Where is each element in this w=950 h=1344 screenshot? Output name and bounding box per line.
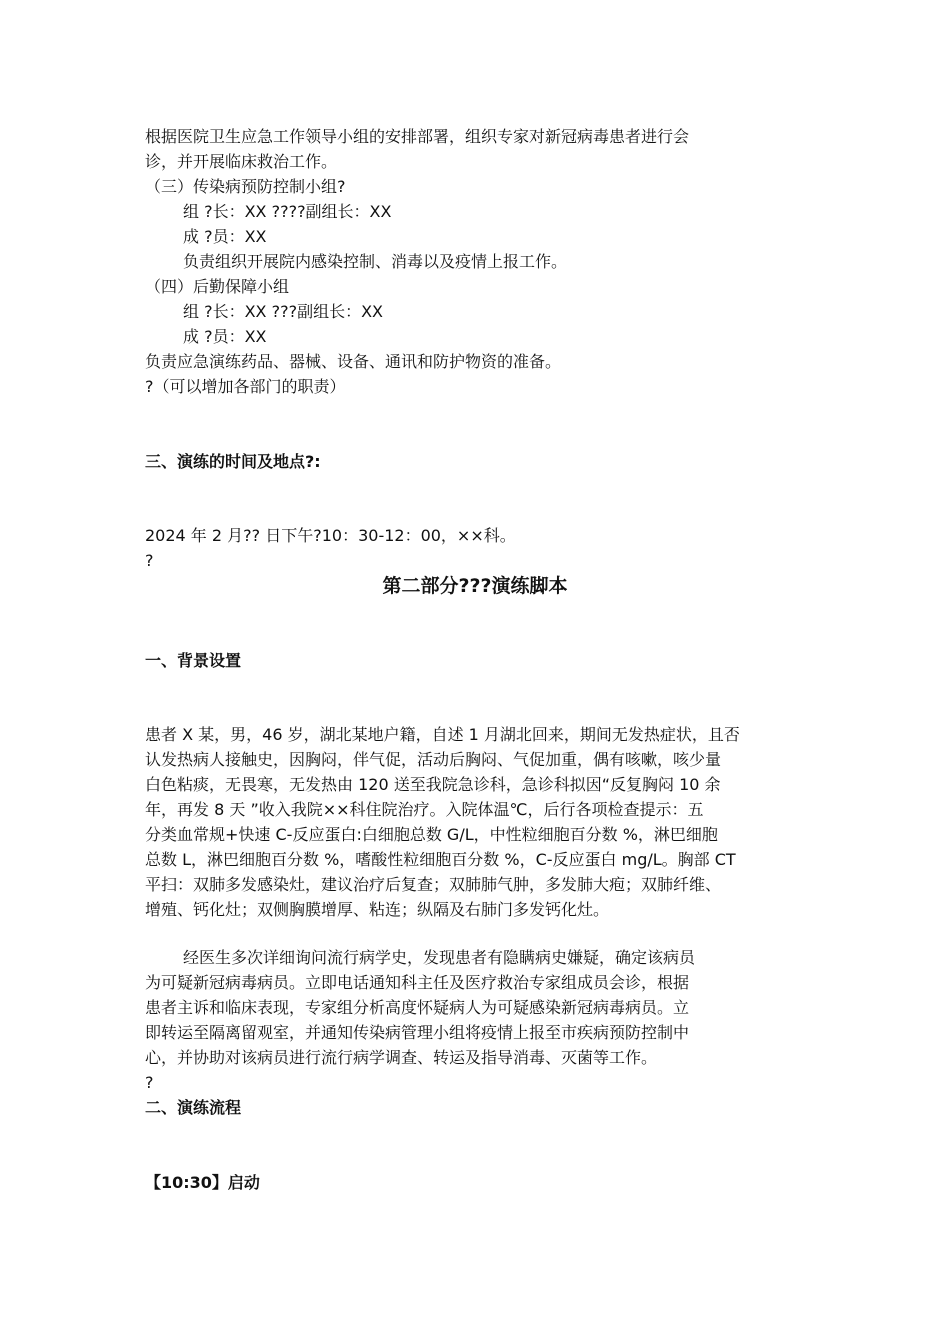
- text-line: 为可疑新冠病毒病员。立即电话通知科主任及医疗救治专家组成员会诊，根据: [145, 973, 690, 992]
- text-line: 组 ?长：XX ????副组长：XX: [183, 202, 392, 221]
- text-line: 经医生多次详细询问流行病学史，发现患者有隐瞒病史嫌疑，确定该病员: [183, 948, 696, 967]
- section-heading: （三）传染病预防控制小组?: [145, 177, 346, 196]
- text-line: ?: [145, 1073, 154, 1092]
- text-line: 平扫：双肺多发感染灶，建议治疗后复查；双肺肺气肿，多发肺大疱；双肺纤维、: [145, 875, 722, 894]
- text-line: 白色粘痰，无畏寒，无发热由 120 送至我院急诊科，急诊科拟因“反复胸闷 10 余: [145, 775, 721, 794]
- section-heading: 【10:30】启动: [145, 1173, 260, 1192]
- text-line: 诊，并开展临床救治工作。: [145, 152, 338, 171]
- text-line: 2024 年 2 月?? 日下午?10：30-12：00，××科。: [145, 526, 516, 545]
- text-line: 负责应急演练药品、器械、设备、通讯和防护物资的准备。: [145, 352, 562, 371]
- text-line: 总数 L，淋巴细胞百分数 %，嗜酸性粒细胞百分数 %，C-反应蛋白 mg/L。胸部 CT: [145, 850, 736, 869]
- text-line: 组 ?长：XX ???副组长：XX: [183, 302, 383, 321]
- text-line: 患者主诉和临床表现，专家组分析高度怀疑病人为可疑感染新冠病毒病员。立: [145, 998, 690, 1017]
- text-line: 成 ?员：XX: [183, 227, 267, 246]
- section-heading: 一、背景设置: [145, 651, 242, 670]
- text-line: 增殖、钙化灶；双侧胸膜增厚、粘连；纵隔及右肺门多发钙化灶。: [145, 900, 610, 919]
- text-line: 负责组织开展院内感染控制、消毒以及疫情上报工作。: [183, 252, 568, 271]
- text-line: 分类血常规+快速 C-反应蛋白:白细胞总数 G/L，中性粒细胞百分数 %，淋巴细胞: [145, 825, 718, 844]
- text-line: 患者 X 某，男，46 岁，湖北某地户籍，自述 1 月湖北回来，期间无发热症状，且否: [145, 725, 740, 744]
- text-line: 即转运至隔离留观室，并通知传染病管理小组将疫情上报至市疾病预防控制中: [145, 1023, 690, 1042]
- text-line: 认发热病人接触史，因胸闷，伴气促，活动后胸闷、气促加重，偶有咳嗽，咳少量: [145, 750, 722, 769]
- section-heading: 二、演练流程: [145, 1098, 242, 1117]
- text-line: 根据医院卫生应急工作领导小组的安排部署，组织专家对新冠病毒患者进行会: [145, 127, 690, 146]
- text-line: ?（可以增加各部门的职责）: [145, 377, 346, 396]
- text-line: ?: [145, 551, 154, 570]
- section-heading: 三、演练的时间及地点?:: [145, 452, 321, 471]
- text-line: 心，并协助对该病员进行流行病学调查、转运及指导消毒、灭菌等工作。: [145, 1048, 658, 1067]
- section-heading: （四）后勤保障小组: [145, 277, 290, 296]
- part-title: 第二部分???演练脚本: [382, 575, 568, 597]
- text-line: 成 ?员：XX: [183, 327, 267, 346]
- text-line: 年，再发 8 天 ”收入我院××科住院治疗。入院体温℃，后行各项检查提示：五: [145, 800, 704, 819]
